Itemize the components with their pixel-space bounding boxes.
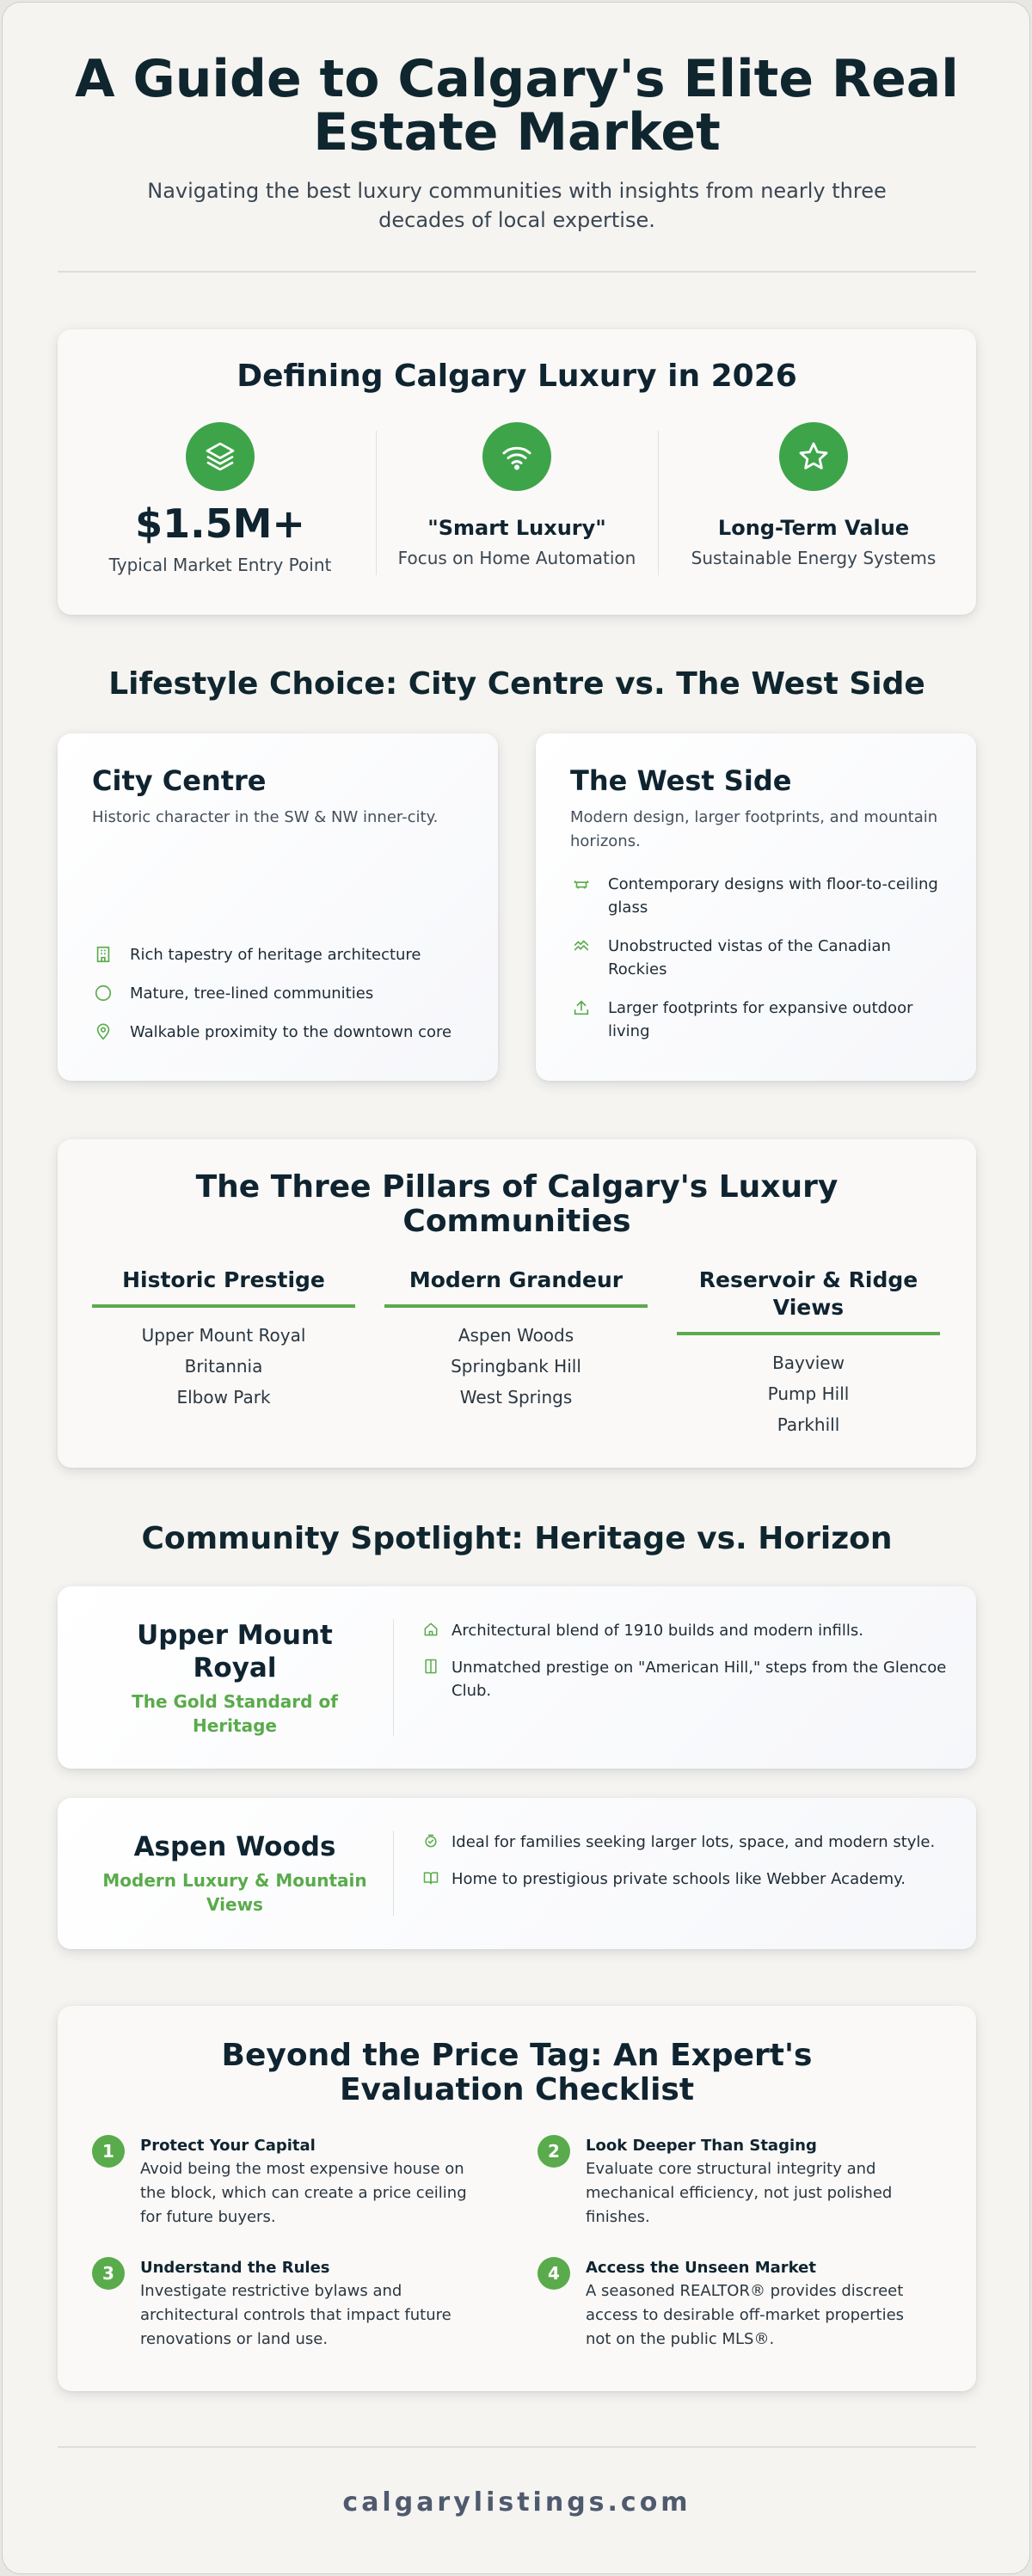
step-text: Avoid being the most expensive house on the block, which can create a price ceiling for future buyers. bbox=[140, 2160, 467, 2226]
list-item bbox=[92, 1021, 470, 1044]
pillar-heading: Reservoir & Ridge Views bbox=[677, 1267, 940, 1335]
west-side-description: Modern design, larger footprints, and mountain horizons. bbox=[570, 808, 938, 850]
step-text: Evaluate core structural integrity and mechanical efficiency, not just polished finishes. bbox=[586, 2160, 893, 2226]
wifi-icon bbox=[482, 422, 551, 491]
step-title: Understand the Rules bbox=[140, 2259, 330, 2277]
defining-luxury-card bbox=[58, 329, 976, 615]
pillar-list bbox=[677, 1347, 940, 1440]
book-icon bbox=[421, 1868, 441, 1888]
point-text: Unmatched prestige on "American Hill," steps from the Glencoe Club. bbox=[452, 1659, 947, 1700]
spotlight-upper-mount-royal bbox=[58, 1586, 976, 1769]
header bbox=[3, 49, 1030, 235]
pillar-reservoir-ridge bbox=[677, 1267, 940, 1440]
pillar-list bbox=[92, 1320, 355, 1413]
footer-divider bbox=[58, 2446, 976, 2448]
spotlight-points bbox=[421, 1619, 988, 1716]
pillar-modern-grandeur bbox=[384, 1267, 648, 1413]
list-item: West Springs bbox=[459, 1387, 573, 1408]
city-centre-title: City Centre bbox=[92, 764, 267, 797]
west-side-card bbox=[536, 733, 976, 1081]
community-name: Upper Mount Royal bbox=[137, 1620, 333, 1684]
house-icon bbox=[421, 1619, 441, 1640]
community-tagline: Modern Luxury & Mountain Views bbox=[102, 1870, 367, 1915]
pillars-title: The Three Pillars of Calgary's Luxury Communities bbox=[195, 1169, 838, 1239]
checklist-step-4 bbox=[538, 2257, 933, 2352]
stat-value: "Smart Luxury" bbox=[427, 516, 606, 540]
point-text: Ideal for families seeking larger lots, space, and modern style. bbox=[452, 1833, 936, 1851]
stat-label: Focus on Home Automation bbox=[397, 548, 636, 568]
list-item: Upper Mount Royal bbox=[141, 1325, 306, 1346]
defining-title: Defining Calgary Luxury in 2026 bbox=[236, 359, 797, 394]
expand-icon bbox=[570, 997, 593, 1019]
west-side-list bbox=[570, 873, 949, 1043]
community-name: Aspen Woods bbox=[133, 1831, 336, 1862]
pillars-card bbox=[58, 1139, 976, 1468]
list-item: Pump Hill bbox=[767, 1383, 850, 1404]
list-item: Britannia bbox=[184, 1356, 263, 1377]
city-centre-description: Historic character in the SW & NW inner-city. bbox=[92, 808, 439, 826]
west-side-title: The West Side bbox=[570, 764, 792, 797]
step-text: A seasoned REALTOR® provides discreet access to desirable off-market properties not on the public MLS®. bbox=[586, 2282, 905, 2348]
checklist-step-2 bbox=[538, 2135, 933, 2229]
stat-smart-luxury bbox=[375, 422, 659, 568]
list-item bbox=[92, 982, 470, 1005]
list-item-text: Walkable proximity to the downtown core bbox=[130, 1023, 452, 1041]
step-title: Protect Your Capital bbox=[140, 2137, 316, 2155]
spotlight-heading bbox=[92, 1831, 378, 1917]
spotlight-points bbox=[421, 1831, 988, 1904]
pillar-list bbox=[384, 1320, 648, 1413]
list-item bbox=[421, 1656, 988, 1702]
spotlight-divider bbox=[393, 1831, 394, 1917]
infographic-page bbox=[2, 2, 1030, 2574]
point-text: Home to prestigious private schools like Webber Academy. bbox=[452, 1870, 906, 1888]
spotlight-divider bbox=[393, 1619, 394, 1736]
star-icon bbox=[779, 422, 848, 491]
step-number: 3 bbox=[92, 2257, 125, 2290]
checklist-card bbox=[58, 2006, 976, 2391]
pillar-heading: Historic Prestige bbox=[92, 1267, 355, 1308]
step-title: Access the Unseen Market bbox=[586, 2259, 816, 2277]
step-number: 1 bbox=[92, 2135, 125, 2168]
stat-entry-point bbox=[78, 422, 362, 575]
map-pin-icon bbox=[92, 1021, 114, 1043]
list-item-text: Rich tapestry of heritage architecture bbox=[130, 946, 421, 964]
step-number: 4 bbox=[538, 2257, 570, 2290]
building-icon bbox=[92, 943, 114, 966]
spotlight-aspen-woods bbox=[58, 1798, 976, 1949]
mountain-wave-icon bbox=[570, 935, 593, 957]
list-item-text: Unobstructed vistas of the Canadian Rockies bbox=[608, 937, 891, 978]
stat-label: Typical Market Entry Point bbox=[108, 555, 332, 575]
city-centre-list bbox=[92, 943, 470, 1044]
list-item: Elbow Park bbox=[176, 1387, 271, 1408]
list-item-text: Contemporary designs with floor-to-ceiling glass bbox=[608, 875, 938, 917]
spotlight-title: Community Spotlight: Heritage vs. Horizon bbox=[141, 1521, 893, 1556]
footer-site-link[interactable]: calgarylistings.com bbox=[342, 2487, 691, 2518]
stat-long-term-value bbox=[672, 422, 955, 568]
shield-check-icon bbox=[421, 1831, 441, 1851]
list-item: Springbank Hill bbox=[451, 1356, 581, 1377]
step-number: 2 bbox=[538, 2135, 570, 2168]
list-item-text: Larger footprints for expansive outdoor living bbox=[608, 999, 913, 1040]
step-text: Investigate restrictive bylaws and architectural controls that impact future renovations or land use. bbox=[140, 2282, 452, 2348]
list-item bbox=[570, 935, 949, 981]
step-title: Look Deeper Than Staging bbox=[586, 2137, 817, 2155]
sofa-icon bbox=[570, 873, 593, 895]
list-item-text: Mature, tree-lined communities bbox=[130, 984, 374, 1003]
tree-icon bbox=[92, 982, 114, 1004]
list-item bbox=[421, 1619, 988, 1642]
list-item: Parkhill bbox=[777, 1414, 840, 1435]
list-item: Bayview bbox=[772, 1352, 845, 1373]
stat-value: Long-Term Value bbox=[717, 516, 910, 540]
header-divider bbox=[58, 271, 976, 273]
checklist-step-1 bbox=[92, 2135, 488, 2229]
stat-label: Sustainable Energy Systems bbox=[691, 548, 937, 568]
list-item bbox=[570, 873, 949, 919]
pillar-heading: Modern Grandeur bbox=[384, 1267, 648, 1308]
spotlight-heading bbox=[92, 1619, 378, 1738]
page-subtitle: Navigating the best luxury communities with insights from nearly three decades of local expertise. bbox=[147, 179, 887, 232]
point-text: Architectural blend of 1910 builds and modern infills. bbox=[452, 1622, 863, 1640]
community-tagline: The Gold Standard of Heritage bbox=[132, 1691, 338, 1736]
lifestyle-title: Lifestyle Choice: City Centre vs. The West Side bbox=[108, 666, 925, 702]
stat-divider bbox=[658, 431, 659, 575]
list-item bbox=[570, 997, 949, 1043]
checklist-title: Beyond the Price Tag: An Expert's Evaluation Checklist bbox=[221, 2038, 813, 2107]
list-item bbox=[421, 1868, 988, 1891]
page-title: A Guide to Calgary's Elite Real Estate Market bbox=[75, 49, 959, 163]
city-centre-card bbox=[58, 733, 498, 1081]
pillar-historic-prestige bbox=[92, 1267, 355, 1413]
stat-value: $1.5M+ bbox=[135, 500, 305, 547]
list-item bbox=[92, 943, 470, 966]
list-item bbox=[421, 1831, 988, 1854]
list-item: Aspen Woods bbox=[458, 1325, 574, 1346]
door-icon bbox=[421, 1656, 441, 1677]
layers-icon bbox=[186, 422, 255, 491]
checklist-step-3 bbox=[92, 2257, 488, 2352]
